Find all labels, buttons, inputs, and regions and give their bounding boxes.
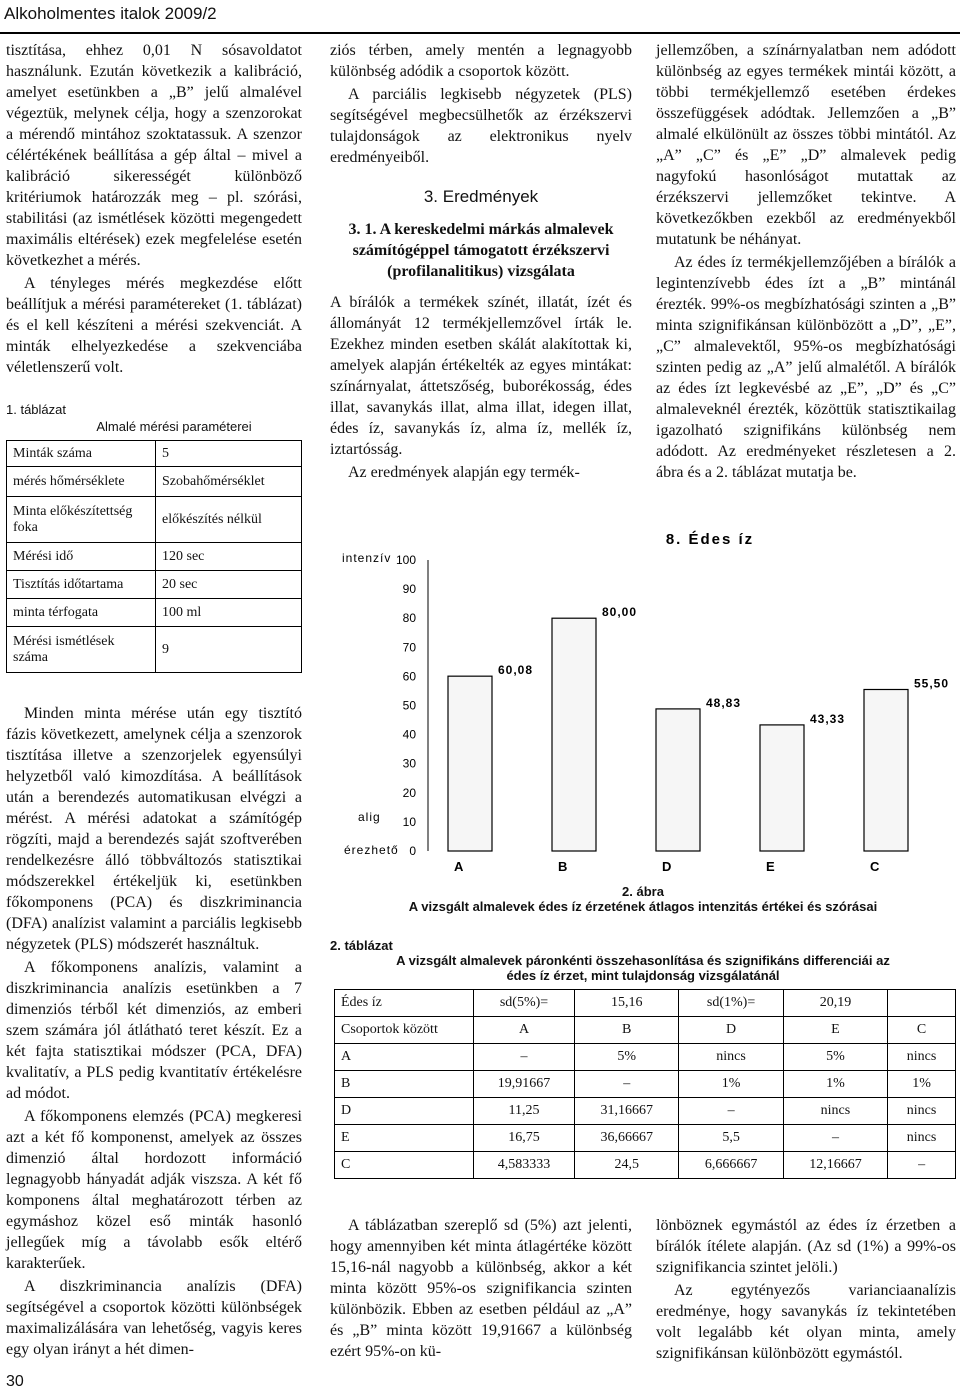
- section-title: 3. Eredmények: [423, 187, 539, 206]
- bar: [864, 689, 908, 851]
- table-cell: 4,583333: [474, 1152, 575, 1179]
- table-cell: A: [474, 1017, 575, 1044]
- bar: [448, 676, 492, 851]
- table-cell: 9: [156, 627, 302, 673]
- table-cell: minta térfogata: [7, 599, 156, 627]
- table-cell: 16,75: [474, 1125, 575, 1152]
- table-cell: 1%: [888, 1071, 956, 1098]
- table-cell: Minták száma: [7, 441, 156, 467]
- table-cell: Tisztítás időtartama: [7, 571, 156, 599]
- bar: [760, 725, 804, 851]
- column-2: [330, 40, 632, 485]
- table-cell: mérés hőmérséklete: [7, 467, 156, 497]
- table-cell: 31,16667: [575, 1098, 679, 1125]
- paragraph: lönböznek egymástól az édes íz érzetben a bírálók ítélete alapján. (Az sd (1%) a 99%-os szignifikancia szintet jelöli.): [656, 1217, 956, 1276]
- table-2-title: A vizsgált almalevek páronkénti összehasonlítása és szignifikáns differenciái az édes íz érzet, mint tulajdonság vizsgálatánál: [396, 953, 890, 983]
- paragraph: A tényleges mérés megkezdése előtt beállítjuk a mérési paramétereket (1. táblázat) és el kell készíteni a mérési szekvenciát. A minták elhelyezkedése a szekvenciába véletlenszerű volt.: [6, 275, 302, 376]
- y-tick-label: 0: [409, 844, 416, 858]
- y-axis-bottom-label: érezhető: [344, 843, 399, 857]
- paragraph: Minden minta mérése után egy tisztító fázis következett, amelynek célja a szenzorok tisztítása illetve a szenzorjelek egyensúlyi helyzetből való kimozdítása. A beállítások után a berendezés automatikusan elvégzi a mérést. A mérési adatokat a számítógép rögzíti, majd a berendezés saját szoftverében rendelkezésre álló többváltozós statisztikai módszerekkel értékeljük ki, esetünkben főkomponens (PCA) és diszkriminancia (DFA) analízist valamint a parciális legkisebb négyzetek (PLS) módszerét használtuk.: [6, 705, 302, 953]
- bar-value-label: 43,33: [810, 711, 846, 726]
- paragraph: A táblázatban szereplő sd (5%) azt jelenti, hogy amennyiben két minta átlagértéke között 15,16-nál nagyobb a különbség, akkor a két minta között 95%-os szignifikancia szinten különbözik. Ebben az esetben például az „A” és „B” minta között 19,91667 a különbség ezért 95%-on kü-: [330, 1217, 632, 1360]
- bar-chart: [330, 515, 956, 881]
- table-cell: –: [575, 1071, 679, 1098]
- table-cell: Mérési ismétlések száma: [7, 627, 156, 673]
- paragraph: A főkomponens analízis, valamint a diszkriminancia analízis esetünkben a 7 dimenziós térből két dimenziós, az emberi szem számára jól átlátható teret készít. Ez a két fajta statisztikai módszer (PCA, DFA) kvalitatív, a PLS pedig kvantitatív értékelésre ad módot.: [6, 959, 302, 1102]
- subsection-title: [330, 219, 632, 282]
- x-tick-label: C: [870, 859, 880, 874]
- chart-title: 8. Édes íz: [665, 531, 755, 548]
- table-cell: 15,16: [575, 990, 679, 1017]
- table-cell: Édes íz: [335, 990, 474, 1017]
- table-cell: 5%: [575, 1044, 679, 1071]
- table-cell: –: [474, 1044, 575, 1071]
- y-tick-label: 100: [395, 553, 416, 567]
- column-3-bottom: [656, 1215, 956, 1366]
- table-cell: –: [679, 1098, 783, 1125]
- table-cell: nincs: [888, 1125, 956, 1152]
- paragraph: jellemzőben, a színárnyalatban nem adódott különbség az egyes termékek mintái között, a többi termékjellemző esetében érdekes összefüggések adódtak. Jellemzően a „B” almalé elkülönült az összes többi mintától. Az „A” „C” és „E” „D” almalevek pedig nagyfokú hasonlóságot mutattak az érzékszervi jellemzőket tekintve. A következőkben ezekből az eredményekből mutatunk be néhányat.: [656, 42, 956, 248]
- paragraph: Az eredmények alapján egy termék-: [348, 464, 580, 481]
- figure-2-caption-block: [330, 884, 956, 914]
- table-cell: B: [575, 1017, 679, 1044]
- table-cell: Szobahőmérséklet: [156, 467, 302, 497]
- paragraph: A parciális legkisebb négyzetek (PLS) segítségével megbecsülhetők az érzékszervi tulajdonságok az elektronikus nyelv eredményeiből.: [330, 86, 632, 166]
- table-cell: 5: [156, 441, 302, 467]
- paragraph: tisztítása, ehhez 0,01 N sósavoldatot használunk. Ezután következik a kalibráció, amelyet esetünkben a „B” jelű almalével végeztük, melynek célja, hogy a szenzorokat a mérendő mintához szoktatassuk. A szenzor célértékének beállítása a gép által – mivel a kalibráció sikerességét különböző kritériumok határozzák meg – pl. szórási, stabilitási (az ismétlések közötti megengedett maximális eltérések) ezek megfelelése esetén következhet a mérés.: [6, 42, 302, 269]
- y-tick-label: 80: [402, 611, 416, 626]
- table-cell: 19,91667: [474, 1071, 575, 1098]
- journal-header: Alkoholmentes italok 2009/2: [4, 4, 217, 23]
- y-tick-label: 40: [402, 727, 416, 742]
- paragraph: Az egytényezős varianciaanalízis eredménye, hogy savanykás íz tekintetében volt legalább két olyan minta, amely szignifikánsan különbözött egymástól.: [656, 1282, 956, 1362]
- y-tick-label: 60: [402, 669, 416, 684]
- table-cell: 1%: [783, 1071, 887, 1098]
- paragraph: A főkomponens elemzés (PCA) megkeresi azt a két fő komponenst, amelyek az összes dimenzió által hordozott információ legnagyobb hányadát adják viszsza. A két fő komponens által meghatározott térben az egymáshoz közel eső minták hasonló jellegűek míg a távolabb esők eltérő karakterűek.: [6, 1108, 302, 1272]
- paragraph: Az édes íz termékjellemzőjében a bírálók a legintenzívebb édes ízt a „B” mintánál érezték. 99%-os megbízhatósági szinten a „B” minta szignifikánsan különbözött a „D”, „E”, „C” almalevektől, 95%-os megbízhatósági szinten pedig az „A” jelű almalétől. A bírálók az édes ízt legkevésbé az „E”, „D” és „C” almaleveknél érezték, közöttük statisztikailag igazolható szignifikáns különbség nem adódott. Az eredményeket részletesen a 2. ábra és a 2. táblázat mutatja be.: [656, 254, 956, 481]
- table-cell: 36,66667: [575, 1125, 679, 1152]
- y-tick-label: 30: [402, 756, 416, 771]
- table-cell: A: [335, 1044, 474, 1071]
- table-1-title: Almalé mérési paraméterei: [96, 419, 252, 434]
- x-tick-label: E: [766, 859, 775, 874]
- y-axis-bottom-label: alig: [358, 810, 381, 824]
- y-axis-top-label: intenzív: [342, 551, 392, 565]
- table-cell: 6,666667: [679, 1152, 783, 1179]
- y-tick-label: 20: [402, 785, 416, 800]
- bar-value-label: 60,08: [498, 663, 534, 678]
- table-cell: 24,5: [575, 1152, 679, 1179]
- bar-value-label: 80,00: [602, 605, 638, 620]
- x-tick-label: A: [454, 859, 464, 874]
- bar: [552, 618, 596, 851]
- subsection-number: 3. 1.: [348, 221, 377, 238]
- table-cell: D: [335, 1098, 474, 1125]
- table-cell: Csoportok között: [335, 1017, 474, 1044]
- table-cell: Mérési idő: [7, 543, 156, 571]
- page-number: 30: [6, 1373, 24, 1390]
- table-cell: 12,16667: [783, 1152, 887, 1179]
- table-cell: sd(5%)=: [474, 990, 575, 1017]
- x-tick-label: B: [558, 859, 568, 874]
- column-1: [6, 40, 302, 380]
- bar-value-label: 48,83: [706, 695, 742, 710]
- table-cell: B: [335, 1071, 474, 1098]
- table-1-block: [6, 402, 302, 673]
- y-tick-label: 10: [402, 814, 416, 829]
- y-tick-label: 70: [402, 640, 416, 655]
- subsection-text: A kereskedelmi márkás almalevek számítógéppel támogatott érzékszervi (profilanalitikus) vizsgálata: [352, 221, 614, 280]
- table-cell: D: [679, 1017, 783, 1044]
- paragraph: A diszkriminancia analízis (DFA) segítségével a csoportok közötti különbségek maximalizálására van lehetőség, vagyis keres egy olyan irányt a hét dimen-: [6, 1278, 302, 1358]
- table-cell: C: [335, 1152, 474, 1179]
- table-cell: 5%: [783, 1044, 887, 1071]
- table-cell: 20,19: [783, 990, 887, 1017]
- table-cell: E: [783, 1017, 887, 1044]
- table-cell: nincs: [888, 1098, 956, 1125]
- figure-2-number: 2. ábra: [622, 884, 664, 899]
- table-cell: nincs: [679, 1044, 783, 1071]
- header-rule: [0, 32, 960, 34]
- paragraph: ziós térben, amely mentén a legnagyobb különbség adódik a csoportok között.: [330, 42, 632, 80]
- table-1-number: 1. táblázat: [6, 402, 66, 417]
- table-cell: 20 sec: [156, 571, 302, 599]
- table-cell: előkészítés nélkül: [156, 497, 302, 543]
- table-cell: 1%: [679, 1071, 783, 1098]
- column-1-continued: [6, 703, 302, 1362]
- table-2-block: [330, 938, 956, 1179]
- column-3: [656, 40, 956, 485]
- figure-2-caption: A vizsgált almalevek édes íz érzetének átlagos intenzitás értékei és szórásai: [408, 899, 878, 914]
- table-cell: C: [888, 1017, 956, 1044]
- table-cell: –: [783, 1125, 887, 1152]
- table-cell: 120 sec: [156, 543, 302, 571]
- y-tick-label: 50: [402, 698, 416, 713]
- table-cell: 11,25: [474, 1098, 575, 1125]
- table-cell: E: [335, 1125, 474, 1152]
- x-tick-label: D: [662, 859, 672, 874]
- column-2-bottom: [330, 1215, 632, 1364]
- y-tick-label: 90: [402, 582, 416, 597]
- table-cell: 100 ml: [156, 599, 302, 627]
- paragraph: A bírálók a termékek színét, illatát, ízét és állományát 12 termékjellemzővel írták le. Ezekhez minden esetben skálát alakítottak ki, amelyek alapján értékelték az egyes mintákat: színárnyalat, áttetszőség, buborékosság, édes illat, savanykás illat, alma illat, idegen illat, édes íz, savanykás íz, alma íz, mellék íz, iztartósság.: [330, 294, 632, 458]
- bar-value-label: 55,50: [914, 676, 950, 691]
- table-cell: 5,5: [679, 1125, 783, 1152]
- bar: [656, 709, 700, 851]
- table-cell: nincs: [888, 1044, 956, 1071]
- table-2: [334, 989, 956, 1179]
- table-1: [6, 440, 302, 673]
- table-cell: Minta előkészítettség foka: [7, 497, 156, 543]
- table-cell: [888, 990, 956, 1017]
- table-2-number: 2. táblázat: [330, 938, 393, 953]
- table-cell: –: [888, 1152, 956, 1179]
- table-cell: sd(1%)=: [679, 990, 783, 1017]
- table-cell: nincs: [783, 1098, 887, 1125]
